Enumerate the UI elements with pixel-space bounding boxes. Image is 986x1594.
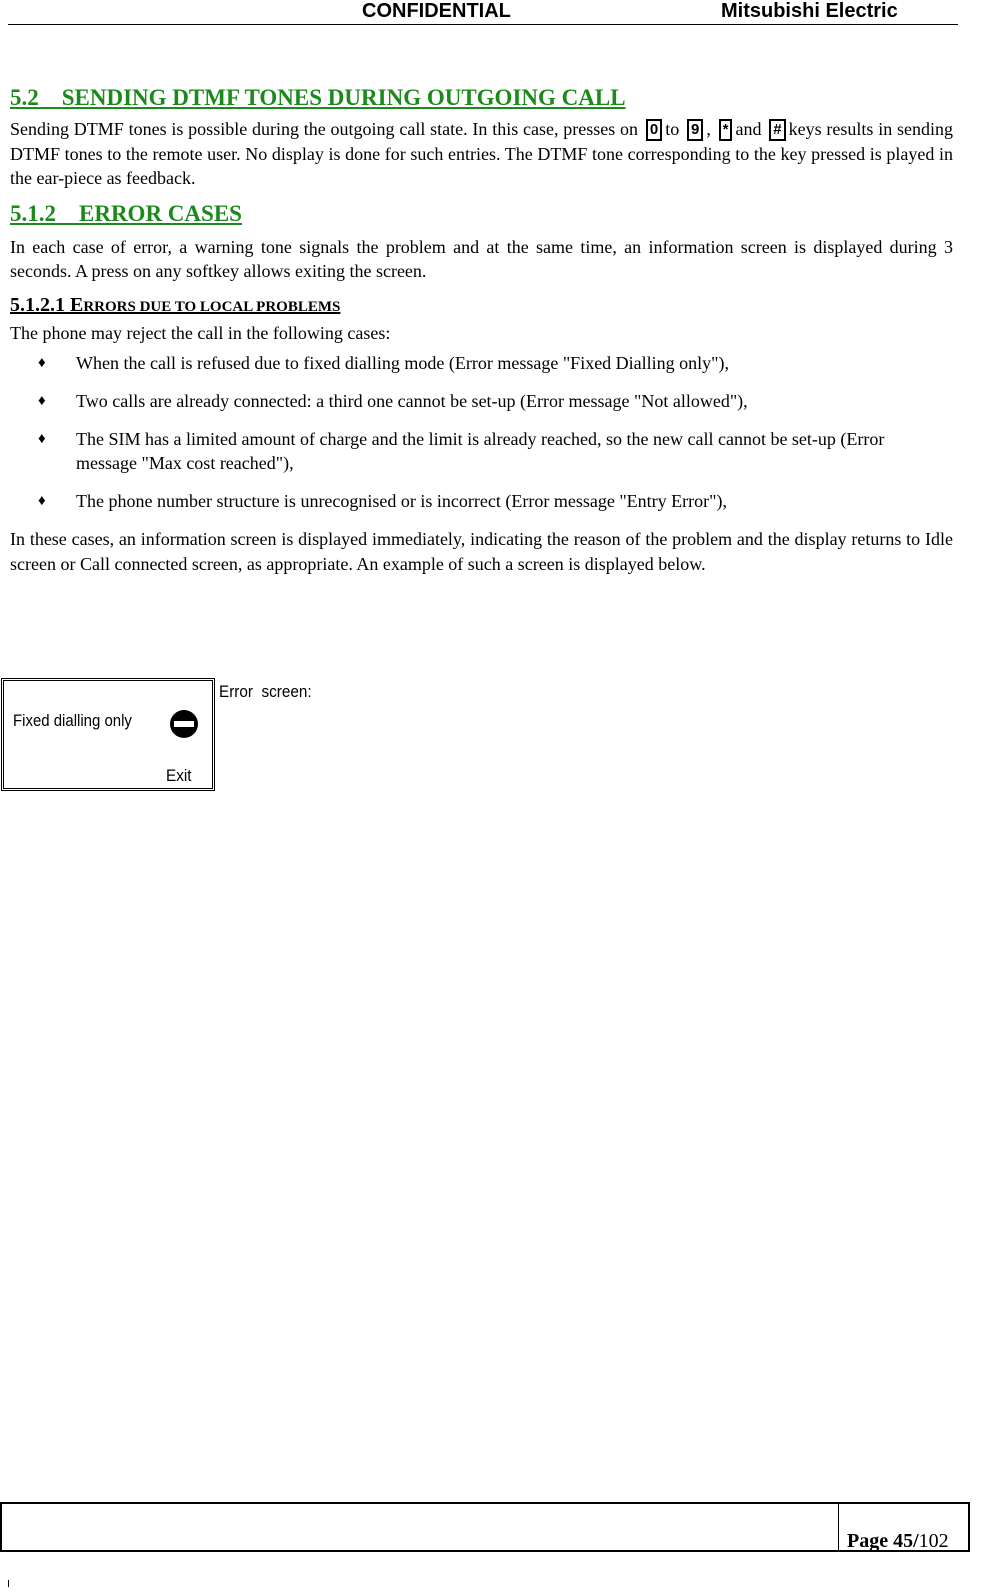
page-header xyxy=(8,0,958,25)
diamond-bullet-icon: ♦ xyxy=(38,355,46,371)
error-message: Fixed dialling only xyxy=(13,711,132,730)
subsubsection-number: 5.1.2.1 xyxy=(10,293,65,316)
section-title: SENDING DTMF TONES DURING OUTGOING CALL xyxy=(61,85,626,110)
stop-icon xyxy=(169,709,199,739)
subsection-heading xyxy=(10,201,953,227)
subsubsection-outro: In these cases, an information screen is displayed immediately, indicating the reason of the problem and the display returns to Idle screen or Call connected screen, as appropriate. An example of such a screen is displayed below. xyxy=(10,529,953,574)
page-number: Page 45/102 xyxy=(847,1530,949,1552)
diamond-bullet-icon: ♦ xyxy=(38,393,46,409)
section-paragraph: Sending DTMF tones is possible during the outgoing call state. In this case, presses on 0 to 9 , * and # keys results in sending DTMF tones to the remote user. No display is done for such entries. The DTMF tone corresponding to the key pressed is played in the ear-piece as feedback. xyxy=(10,119,953,188)
subsubsection-heading: 5.1.2.1 ERRORS DUE TO LOCAL PROBLEMS xyxy=(10,293,341,316)
diamond-bullet-icon: ♦ xyxy=(38,493,46,509)
list-item: ♦ When the call is refused due to fixed dialling mode (Error message "Fixed Dialling only"), xyxy=(38,353,730,373)
margin-mark xyxy=(8,1580,9,1587)
subsection-paragraph: In each case of error, a warning tone signals the problem and at the same time, an information screen is displayed during 3 seconds. A press on any softkey allows exiting the screen. xyxy=(10,236,953,281)
error-screen-mockup xyxy=(1,678,215,791)
confidential-label: CONFIDENTIAL xyxy=(362,0,511,22)
list-item: ♦ Two calls are already connected: a third one cannot be set-up (Error message "Not allowed"), xyxy=(38,391,748,411)
list-item: ♦ The SIM has a limited amount of charge and the limit is already reached, so the new call cannot be set-up (Error message "Max cost reached"), xyxy=(38,429,885,473)
list-item: ♦ The phone number structure is unrecognised or is incorrect (Error message "Entry Error"), xyxy=(38,491,727,511)
subsection-number: 5.1.2 xyxy=(10,200,56,226)
page-footer xyxy=(0,1502,970,1552)
subsubsection-intro: The phone may reject the call in the following cases: xyxy=(10,322,391,343)
subsubsection-title: RRORS DUE TO LOCAL PROBLEMS xyxy=(83,298,341,315)
exit-softkey: Exit xyxy=(166,766,192,785)
key-0: 0 xyxy=(646,119,662,141)
section-heading xyxy=(10,85,953,111)
diamond-bullet-icon: ♦ xyxy=(38,431,46,447)
screen-caption: Error screen: xyxy=(219,682,312,701)
error-case-list xyxy=(10,351,953,513)
document-body xyxy=(10,85,953,582)
section-number: 5.2 xyxy=(10,85,39,110)
company-name: Mitsubishi Electric xyxy=(721,0,898,22)
key-hash: # xyxy=(769,119,785,141)
key-star: * xyxy=(719,119,733,141)
subsection-title: ERROR CASES xyxy=(79,200,242,226)
key-9: 9 xyxy=(687,119,703,141)
